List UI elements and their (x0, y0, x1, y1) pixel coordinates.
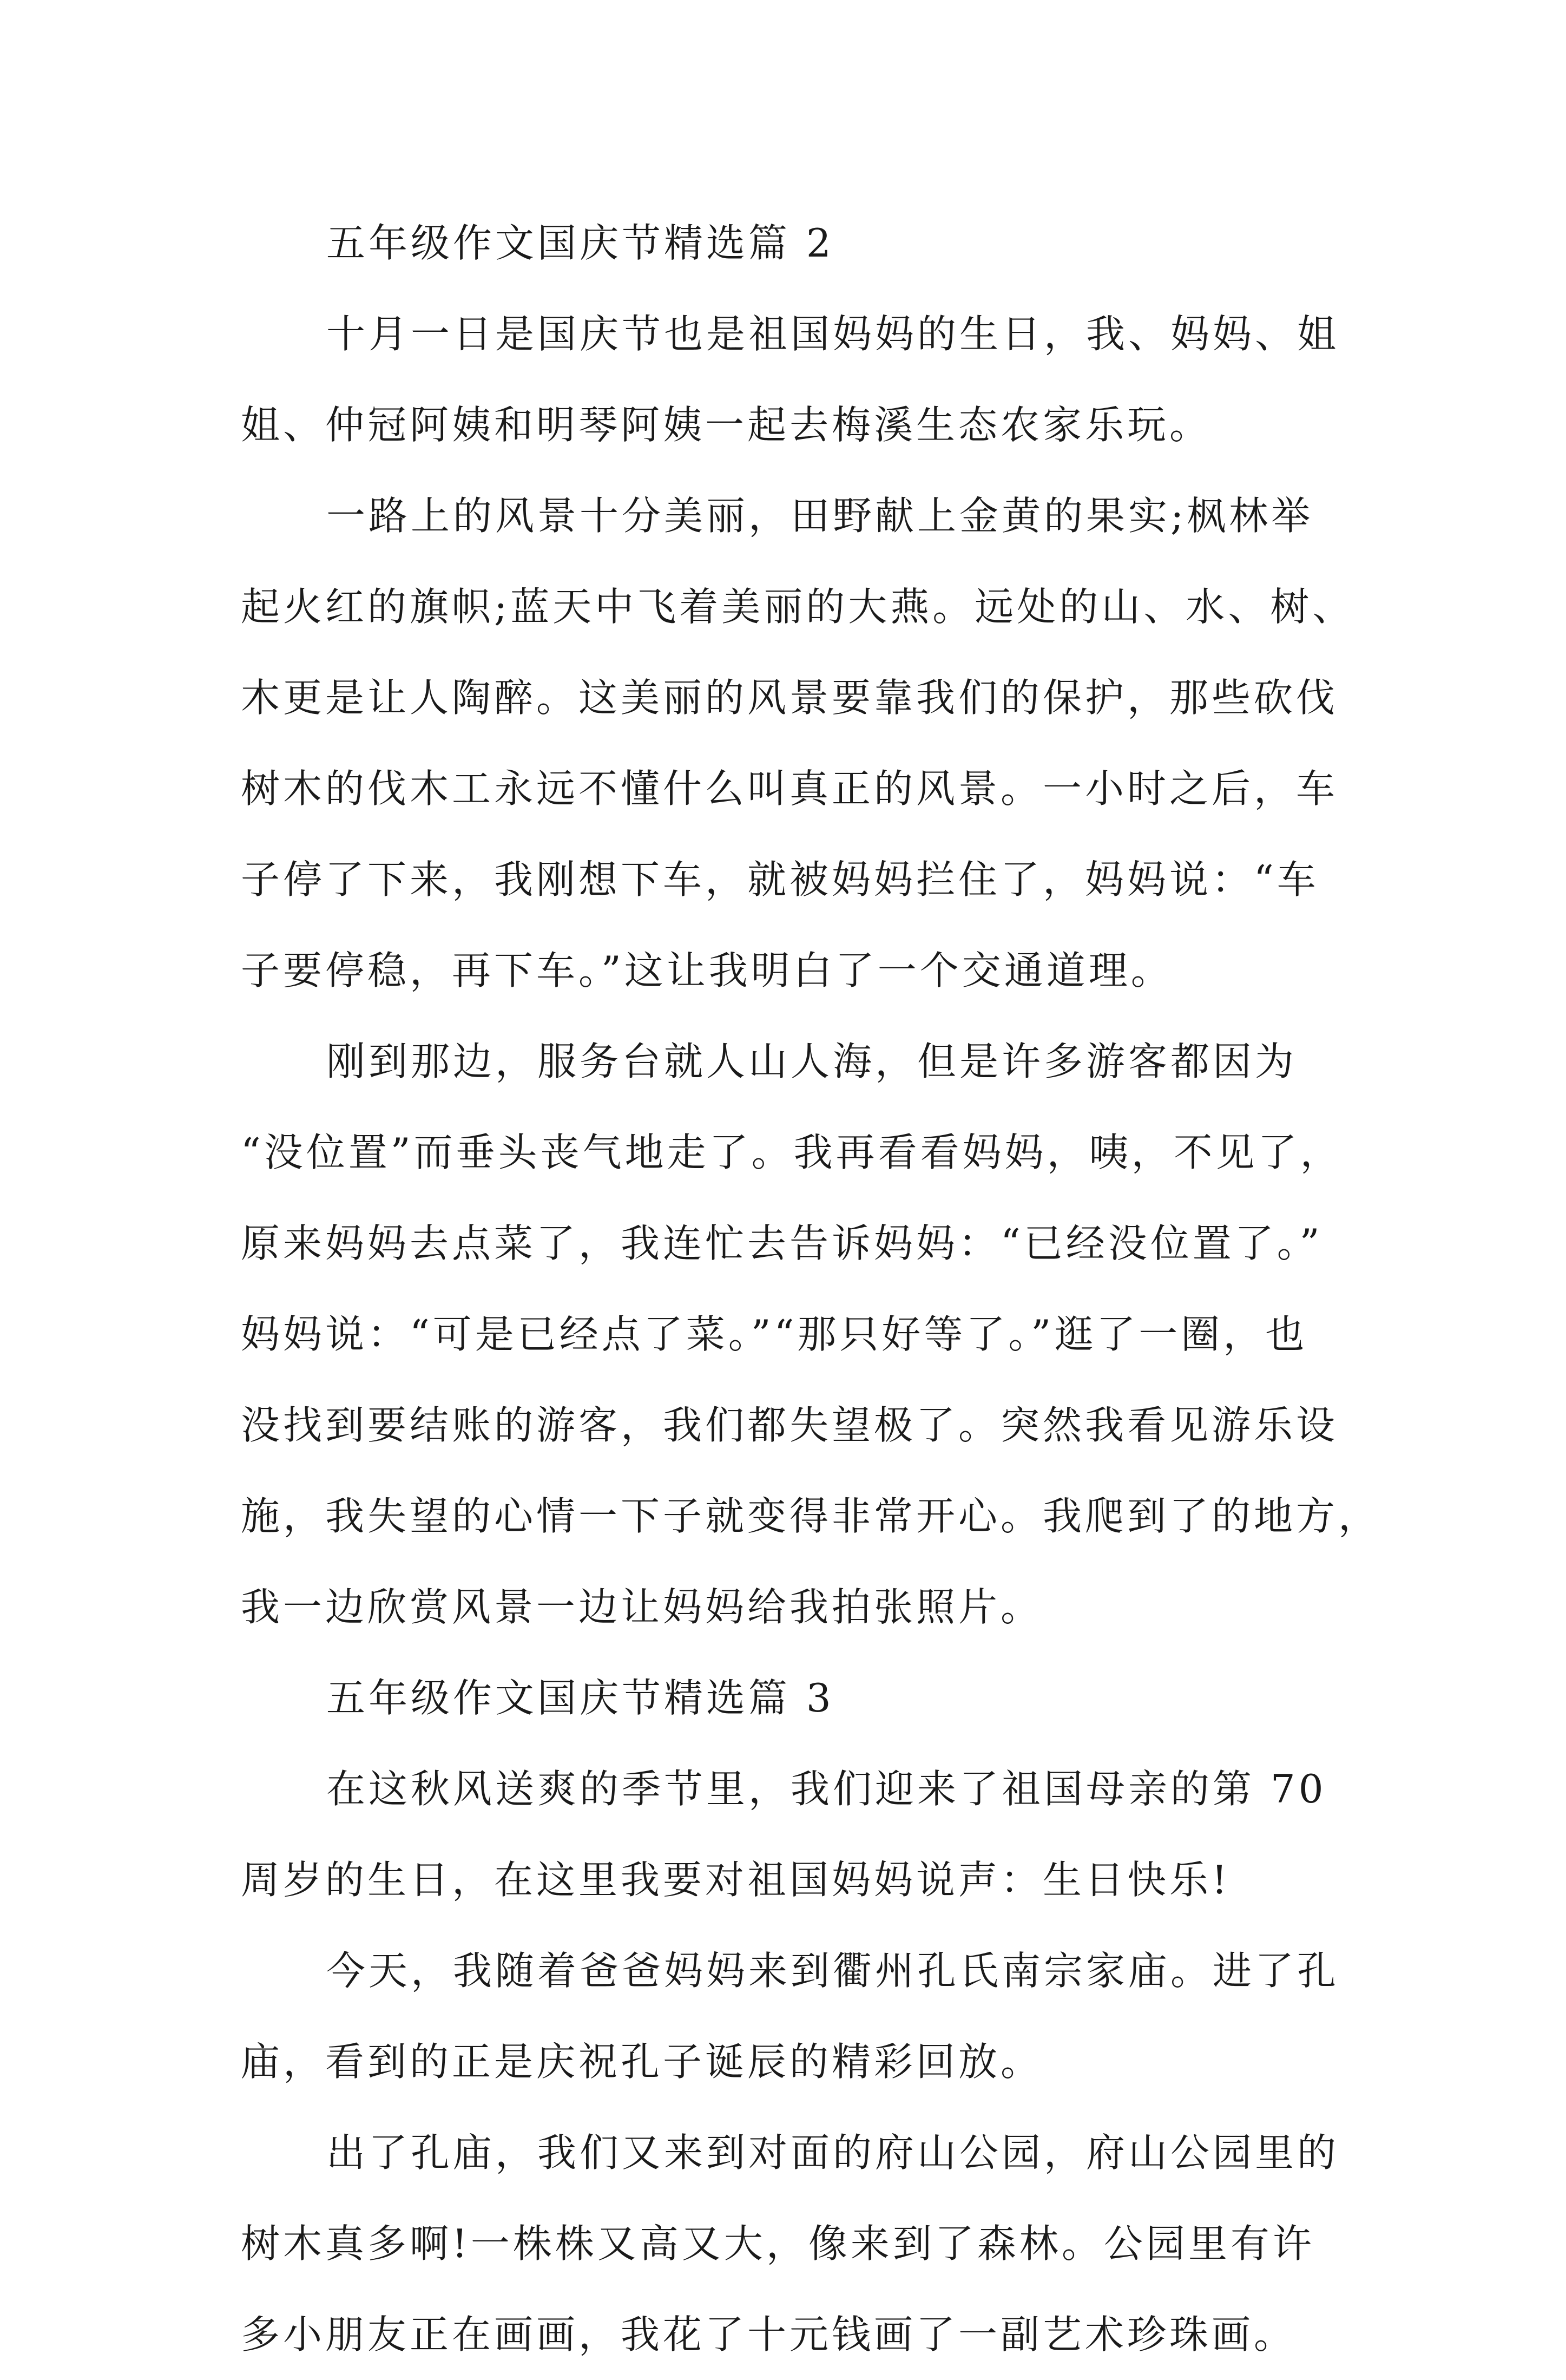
text-line: 出了孔庙，我们又来到对面的府山公园，府山公园里的 (326, 2130, 1340, 2175)
text-line: 妈妈说：“可是已经点了菜。”“那只好等了。”逛了一圈，也 (241, 1312, 1308, 1357)
text-line: 原来妈妈去点菜了，我连忙去告诉妈妈：“已经没位置了。” (241, 1221, 1323, 1266)
text-line: 没找到要结账的游客，我们都失望极了。突然我看见游乐设 (241, 1402, 1339, 1448)
section-heading: 五年级作文国庆节精选篇 2 (326, 220, 834, 266)
text-line: 我一边欣赏风景一边让妈妈给我拍张照片。 (241, 1584, 1043, 1630)
document-body (241, 198, 1381, 2380)
text-line: 树木真多啊!一株株又高又大，像来到了森林。公园里有许 (241, 2221, 1315, 2266)
text-line: 十月一日是国庆节也是祖国妈妈的生日，我、妈妈、姐 (326, 311, 1340, 357)
text-line: 树木的伐木工永远不懂什么叫真正的风景。一小时之后，车 (241, 766, 1339, 811)
text-line: 起火红的旗帜;蓝天中飞着美丽的大燕。远处的山、水、树、 (241, 584, 1355, 630)
text-line: 子停了下来，我刚想下车，就被妈妈拦住了，妈妈说：“车 (241, 857, 1319, 902)
text-line: 姐、仲冠阿姨和明琴阿姨一起去梅溪生态农家乐玩。 (241, 402, 1212, 448)
text-line: 刚到那边，服务台就人山人海，但是许多游客都因为 (326, 1039, 1298, 1084)
text-line: 多小朋友正在画画，我花了十元钱画了一副艺术珍珠画。 (241, 2312, 1297, 2357)
section-heading: 五年级作文国庆节精选篇 3 (326, 1675, 834, 1721)
text-line: 周岁的生日，在这里我要对祖国妈妈说声：生日快乐! (241, 1857, 1231, 1903)
text-line: “没位置”而垂头丧气地走了。我再看看妈妈，咦，不见了， (241, 1130, 1343, 1175)
text-line: 一路上的风景十分美丽，田野献上金黄的果实;枫林举 (326, 493, 1314, 539)
text-line: 在这秋风送爽的季节里，我们迎来了祖国母亲的第 70 (326, 1766, 1327, 1812)
text-line: 子要停稳，再下车。”这让我明白了一个交通道理。 (241, 948, 1173, 993)
text-line: 今天，我随着爸爸妈妈来到衢州孔氏南宗家庙。进了孔 (326, 1948, 1340, 1994)
text-line: 施，我失望的心情一下子就变得非常开心。我爬到了的地方， (241, 1493, 1381, 1539)
text-line: 庙，看到的正是庆祝孔子诞辰的精彩回放。 (241, 2039, 1043, 2084)
text-line: 木更是让人陶醉。这美丽的风景要靠我们的保护，那些砍伐 (241, 675, 1339, 720)
